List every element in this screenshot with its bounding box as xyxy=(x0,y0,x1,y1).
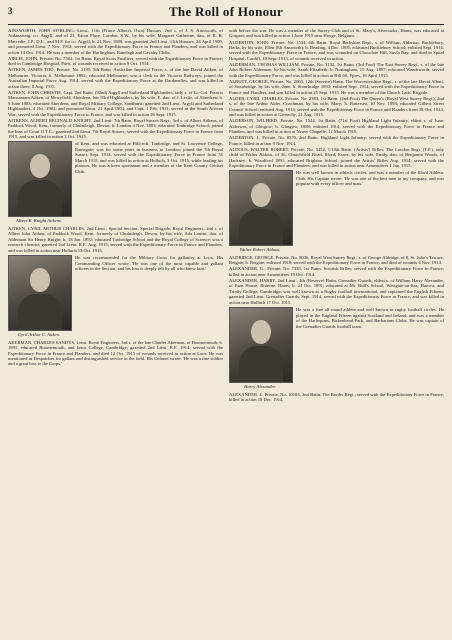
page-header xyxy=(8,6,444,20)
portrait-photo xyxy=(229,170,293,246)
entry-alexander-harry: ALEXANDER, HARRY, 2nd Lieut., 4th (Reserve) Battn. Grenadier Guards, eldest s. of William Harry Alexander, of Eton House, Bitterne, Hants; b. 24 Oct. 1891; educated at Mr. Bull's School, Westgate-on-Sea, Harrow, and Trinity College, Cambridge; was well known as a Rugby football international, and captained the English Fifteen; gazetted 2nd Lieut. Grenadier Guards, Sept. 1914; served with the Expeditionary Force in France, and was killed in action near Hulluch 17 Oct. 1915. xyxy=(229,277,444,305)
entry-ainsworth: AINSWORTH, JOHN STIRLING, Lieut., 11th (Prince Albert's Own) Hussars, 2nd s. of J. S. Ainsworth, of Ardanaiseig, co. Argyll, and of 21, Eaton Place, London, S.W., by his wife, Margaret Catherine, dau. of R. R. Macredie, J.P., D.L., and M.P. for co. Argyll; b. 24 Nov. 1889; was gazetted 2nd Lieut. 11th Hussars, 24 April 1909, and promoted Lieut. 7 Nov. 1912; served with the Expeditionary Force in France and Flanders, and was killed in action 14 Oct. 1914. He was a member of the Hurlingham, Ranelagh and Cavalry Clubs. xyxy=(8,28,223,55)
portrait-row-aitkens xyxy=(8,141,223,223)
entry-alder: ALDER, CYRIL CHARLES, Private, No. 2383, 1st Battn. (2nd Foot) The Queen's (Royal West Surrey Regt.), 2nd s. of the late Arthur Alder, Coachman, by his wife, Mary; b. Battersea, 10 Nov. 1893; educated Gilbert Street Council School; enlisted Aug. 1914; served with the Expeditionary Force in France and Flanders from 18 Oct. 1914, and was killed in action at Givenchy, 21 Aug. 1915. xyxy=(229,95,444,118)
header-rule xyxy=(8,24,444,25)
entry-alderman: ALDERMAN, THOMAS WILLIAM, Private, No. 3132, 1st Battn. (3rd Foot) The East Surrey Regt., s. of the late John Robert Alderman, by his wife, Sarah Elizabeth; b. Nottingham, 15 Aug. 1897; educated Wandsworth; served with the Expeditionary Force, and was killed in action at Hill 60, Ypres, 18 April 1915. xyxy=(229,61,444,78)
portrait-figure xyxy=(229,170,291,252)
portrait-row-aitken xyxy=(8,255,223,337)
portrait-figure xyxy=(8,141,70,223)
entry-continuation: He was recommended for the Military Cross for gallantry at Loos. His Commanding Officer wrote: 'He was one of the most capable and gallant officers in the Section, and his loss is deeply felt by all who knew him.' xyxy=(75,255,223,272)
page-title: The Roll of Honour xyxy=(168,4,284,19)
portrait-row-aldous xyxy=(229,170,444,252)
entry-continuation: He was a fine all-round athlete and well known in rugby football circles. He played in the England Fifteen against Scotland and Ireland, and was a member of the Harlequins, Birkenhead Park, and Barbarians Clubs. He was captain of the Grenadier Guards football team. xyxy=(296,307,444,329)
portrait-row-alexander xyxy=(229,307,444,389)
portrait-photo xyxy=(8,141,72,217)
entry-aitkens-albert: AITKENS, ALBERT REGINALD KNIGHT, 2nd Lieut. 7th Battn. Royal Sussex Regt., 3rd s. of Albert Aitkens, of Paddock Wood, Kent, formerly of Chulmleigh, Devon; b. London 4 Nov. 1883; educated Tonbridge School; joined the Inns of Court O.T.C.; gazetted 2nd Lieut. 7th Royal Sussex; served with the Expeditionary Force in France from 1915, and was killed in action 3 Oct. 1915. xyxy=(8,117,223,139)
entry-continuation: of Kent, and was educated at Hillcroft, Tonbridge, and St. Lawrence College, Ramsgate; was for some years in business in London; joined the 7th Royal Sussex Sept. 1914; served with the Expeditionary Force in France from 31 March 1915, and was killed in action at Hulluch, 3 Oct. 1915, while leading his platoon. He was a keen sportsman and a member of the Kent County Cricket Club. xyxy=(75,141,223,174)
portrait-photo xyxy=(229,307,293,383)
portrait-caption: Walter Robert Aldous. xyxy=(239,247,281,253)
entry-aitken-james: AITKEN, JAMES TOD, Private, No. 2195, 5th Battn. Australian Imperial Force, s. of the late David Aitken, of Melbourne, Victoria; b. Melbourne 1892; educated Melbourne; was a clerk in the Victoria Railways; joined the Australian Imperial Force Aug. 1914; served with the Expeditionary Force at the Dardanelles, and was killed in action there, 8 Aug. 1915. xyxy=(8,67,223,89)
entry-alderson: ALDERSON, WILFRED, Private, No. 1544, 1st Battn. (71st Foot) Highland Light Infantry, eldest s. of Isaac Alderson, of Glasgow; b. Glasgow, 1888; enlisted 1914; served with the Expeditionary Force in France and Flanders, and was killed in action at Neuve Chapelle, 12 March 1915. xyxy=(229,118,444,135)
entry-aldous: ALDOUS, WALTER ROBERT, Private, No. 3452, 1/10th Battn. (Artists') Rifles; The London Regt. (T.F.), only child of Walter Aldous, of 36, Churchfield Road, Ilford, Essex, by his wife, Emily, dau. of Benjamin Woods, of Hackney; b. Woodford 1891; educated Brighton School; joined the Artists' Rifles Aug. 1914; served with the Expeditionary Force in France and Flanders, and was killed in action near Armentières 1 Jan. 1915. xyxy=(229,146,444,169)
entry-alderton-john: ALDERTON, JOHN, Private, No. 1534, 6th Battn. Royal Berkshire Regt., s. of William Alderton, Bucklebury, Berks, by his wife, Ellen (Eli Answorth); b. Reading, 4 Dec. 1895; educated Bucklebury School; enlisted Sept. 1914; served with the Expeditionary Force in France, and was wounded on Chocolate Hill, Suvla Bay, and died in Spital Hospital, Cardiff, 10 Sept. 1915, of wounds received in action. xyxy=(229,39,444,61)
portrait-caption: Harry Alexander. xyxy=(244,384,276,390)
entry-akerman: AKERMAN, CHARLES SANDYS, Lieut. Royal Engineers, 3rd s. of the late Charles Akerman, of Bournemouth; b. 1891; educated Bournemouth, and Jesus College, Cambridge; gazetted 2nd Lieut. R.E. 1914; served with the Expeditionary Force in France and Flanders, and died 12 Oct. 1915 of wounds received in action at Loos. He was mentioned in Despatches for gallant and distinguished service in the field. His Colonel wrote: 'He was a fine soldier and a great loss to the Corps.' xyxy=(8,339,223,367)
portrait-photo xyxy=(8,255,72,331)
portrait-figure xyxy=(8,255,70,337)
left-column xyxy=(8,28,223,633)
portrait-caption: Cyril Arthur C. Aitken. xyxy=(17,332,61,338)
portrait-caption: Albert R. Knight Aitkens. xyxy=(16,218,62,224)
entry-aldridge: ALDRIDGE, GEORGE, Private, No. 8036, Royal West Surrey Regt., s. of George Aldridge, of 8, St. John's Terrace, Reigate; b. Reigate; enlisted 1910; served with the Expeditionary Force in France, and died of wounds 4 Nov. 1914. xyxy=(229,254,444,266)
entry-continuation: with before the war. He was a member of the Surrey Club and of St. Mary's, Alverstoke, Hants; was educated at Gosport; and was killed in action 1 June 1915 near Hooge, Belgium. xyxy=(229,28,444,39)
page-number: 3 xyxy=(8,6,13,16)
entry-airlie: AIRLIE, JOHN, Private, No. 7502, 1st Battn. Royal Scots Fusiliers; served with the Expeditionary Force in France; died in Cambridge Hospital, Paris, of wounds received in action 9 Oct. 1914. xyxy=(8,55,223,67)
entry-continuation: He was well known in athletic circles, and was a member of the Ilford Athletic Club. His Captain wrote: 'He was one of the best men in my company, and was popular with every officer and man.' xyxy=(296,170,444,187)
entry-alderton-j: ALDERTON, J., Private, No. 8570, 2nd Battn. Highland Light Infantry; served with the Expeditionary Force in France; killed in action 9 Nov. 1914. xyxy=(229,135,444,146)
right-column xyxy=(229,28,444,633)
entry-alexander-g: ALEXANDER, G., Private, No. 7335, 1st Battn. Scottish Rifles; served with the Expeditionary Force in France; killed in action near Armentières 19 Oct. 1914. xyxy=(229,266,444,277)
text-columns xyxy=(8,28,444,633)
entry-aitken-john: AITKEN, JOHN CHRISTIE, Capt. 2nd Battn. (92nd) Argyll and Sutherland Highlanders, only s. of Lt.-Col. Francis Macnamara Aitken, of Merryfield, Aberdeen, late 93rd Highlanders, by his wife, E. dau. of J. Leslie, of Aberdeen; b. 9 June 1883; educated Aberdeen, and Royal Military College, Sandhurst; gazetted 2nd Lieut. Argyll and Sutherland Highlanders, 4 Oct. 1902, and promoted Lieut. 21 April 1904, and Capt. 1 Feb. 1911; served in the South African War; served with the Expeditionary Force to France, and was killed in action 26 Sept. 1915. xyxy=(8,89,223,117)
entry-alexander-j: ALEXANDER, J., Private, No. 10104, 2nd Battn. The Border Regt.; served with the Expeditionary Force in France; killed in action 18 Dec. 1914. xyxy=(229,391,444,403)
portrait-figure xyxy=(229,307,291,389)
entry-aitken-cyril: AITKEN, CYRIL ARTHUR CHARLES, 2nd Lieut., Special Section, Special Brigade, Royal Engineers, 2nd s. of Albert John Aitken, of Paddock Wood, Kent, formerly of Chulmleigh, Devon, by his wife, Ada Louise, dau. of Alderman Sir Henry Knight; b. 18 Jan. 1892; educated Tonbridge School and the Royal College of Science; was a research chemist; gazetted 2nd Lieut. R.E. Aug. 1915; served with the Expeditionary Force in France and Flanders, and was killed in action near Hulluch 13 Oct. 1915. xyxy=(8,225,223,253)
entry-albutt: ALBUTT, GEORGE, Private, No. 2063, 12th (Service) Battn. The Worcestershire Regt., s. of the late David Albutt, of Stourbridge, by his wife, Jane; b. Stourbridge 1893; enlisted Sept. 1914; served with the Expeditionary Force in France and Flanders, and was killed in action 25 Sept. 1915. He was a member of the Church Lads' Brigade. xyxy=(229,78,444,95)
